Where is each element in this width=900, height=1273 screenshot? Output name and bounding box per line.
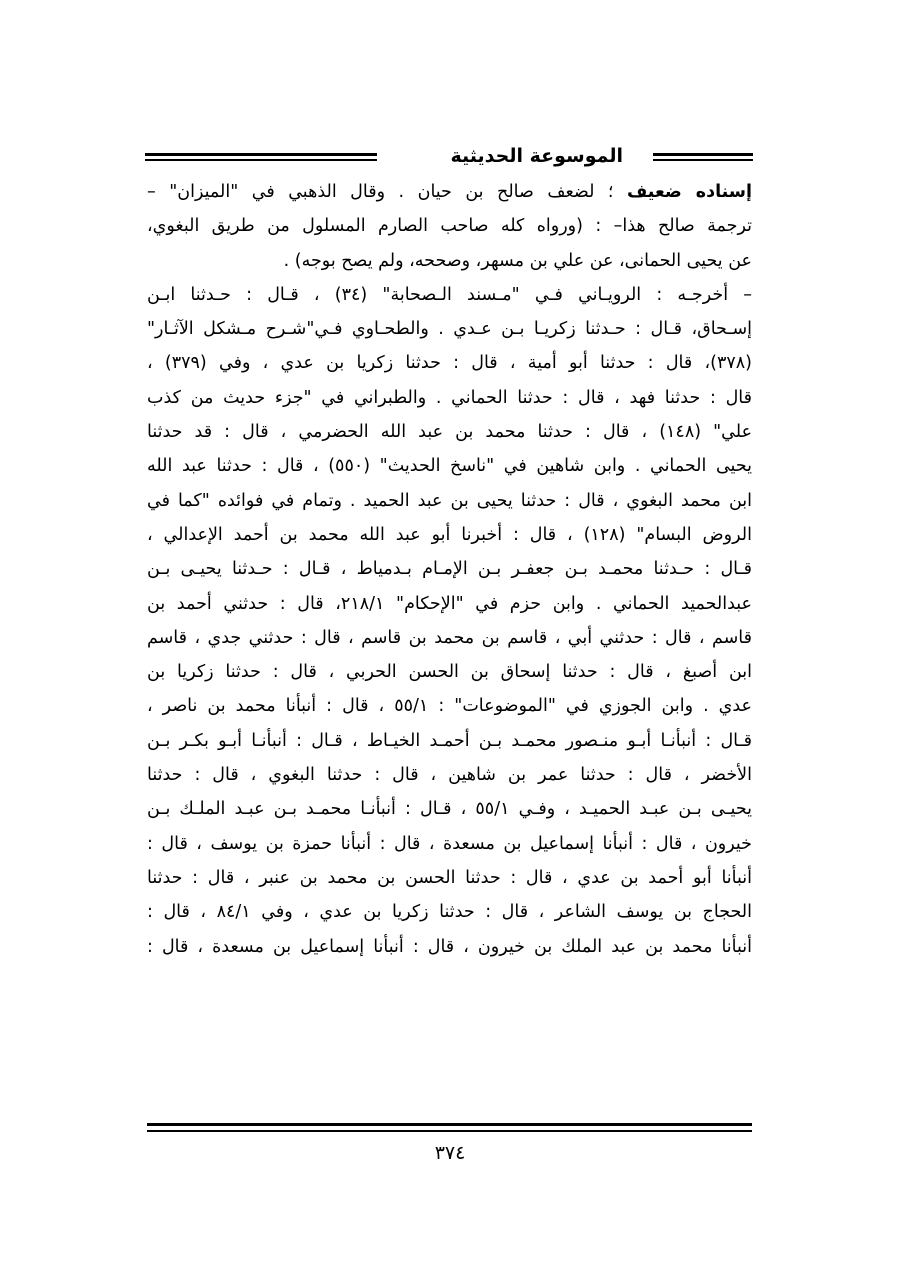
text-line: يحيى الحماني . وابن شاهين في "ناسخ الحديث" (٥٥٠) ، قال : حدثنا عبد الله (147, 456, 752, 477)
running-title: الموسوعة الحديثية (450, 145, 623, 167)
text-line: خيرون ، قال : أنبأنا إسماعيل بن مسعدة ، قال : أنبأنا حمزة بن يوسف ، قال : (147, 833, 752, 854)
lead-bold-phrase: إسناده ضعيف (626, 182, 752, 202)
text-line: – أخرجـه : الرويـاني فـي "مـسند الـصحابة" (٣٤) ، قـال : حـدثنا ابـن (147, 284, 752, 305)
text-line: (٣٧٨)، قال : حدثنا أبو أمية ، قال : حدثنا زكريا بن عدي ، وفي (٣٧٩) ، (147, 353, 752, 374)
body-text (147, 175, 752, 964)
header-rule-right (653, 153, 753, 161)
header-rule-left (145, 153, 377, 161)
text-line: إسـحاق، قـال : حـدثنا زكريـا بـن عـدي . والطحـاوي فـي"شـرح مـشكل الآثـار" (147, 319, 752, 340)
text-line-content: ؛ لضعف صالح بن حيان . وقال الذهبي في "الميزان" – (147, 182, 614, 202)
text-line: أنبأنا أبو أحمد بن عدي ، قال : حدثنا الحسن بن محمد بن عنبر ، قال : حدثنا (147, 867, 752, 888)
text-line: قـال : أنبأنـا أبـو منـصور محمـد بـن أحمـد الخيـاط ، قـال : أنبأنـا أبـو بكـر بـن (147, 730, 752, 751)
text-line: ابن أصبغ ، قال : حدثنا إسحاق بن الحسن الحربي ، قال : حدثنا زكريا بن (147, 662, 752, 683)
text-line: عبدالحميد الحماني . وابن حزم في "الإحكام" ٢١٨/١، قال : حدثني أحمد بن (147, 593, 752, 614)
text-line: عن يحيى الحمانى، عن علي بن مسهر، وصححه، ولم يصح بوجه) . (283, 250, 752, 271)
footer-rule (147, 1123, 752, 1132)
text-line: ترجمة صالح هذا– : (ورواه كله صاحب الصارم المسلول من طريق البغوي، (147, 216, 752, 237)
text-line: يحيـى بـن عبـد الحميـد ، وفـي ٥٥/١ ، قـال : أنبأنـا محمـد بـن عبـد الملـك بـن (147, 799, 752, 820)
text-line: الحجاج بن يوسف الشاعر ، قال : حدثنا زكريا بن عدي ، وفي ٨٤/١ ، قال : (147, 902, 752, 923)
text-line: قاسم ، قال : حدثني أبي ، قاسم بن محمد بن قاسم ، قال : حدثني جدي ، قاسم (147, 627, 752, 648)
text-line: قال : حدثنا فهد ، قال : حدثنا الحماني . والطبراني في "جزء حديث من كذب (147, 387, 752, 408)
text-line: الأخضر ، قال : حدثنا عمر بن شاهين ، قال : حدثنا البغوي ، قال : حدثنا (147, 765, 752, 786)
text-line: ابن محمد البغوي ، قال : حدثنا يحيى بن عبد الحميد . وتمام في فوائده "كما في (147, 490, 752, 511)
text-line: علي" (١٤٨) ، قال : حدثنا محمد بن عبد الله الحضرمي ، قال : قد حدثنا (147, 422, 752, 443)
page-number: ٣٧٤ (434, 1142, 466, 1164)
text-line: عدي . وابن الجوزي في "الموضوعات" : ٥٥/١ ، قال : أنبأنا محمد بن ناصر ، (147, 696, 752, 717)
text-line: الروض البسام" (١٢٨) ، قال : أخبرنا أبو عبد الله محمد بن أحمد الإعدالي ، (147, 524, 752, 545)
text-line: أنبأنا محمد بن عبد الملك بن خيرون ، قال : أنبأنا إسماعيل بن مسعدة ، قال : (147, 936, 752, 957)
page-header (145, 140, 753, 174)
text-line (147, 175, 752, 209)
text-line: قـال : حـدثنا محمـد بـن جعفـر بـن الإمـام بـدمياط ، قـال : حـدثنا يحيـى بـن (147, 559, 752, 580)
